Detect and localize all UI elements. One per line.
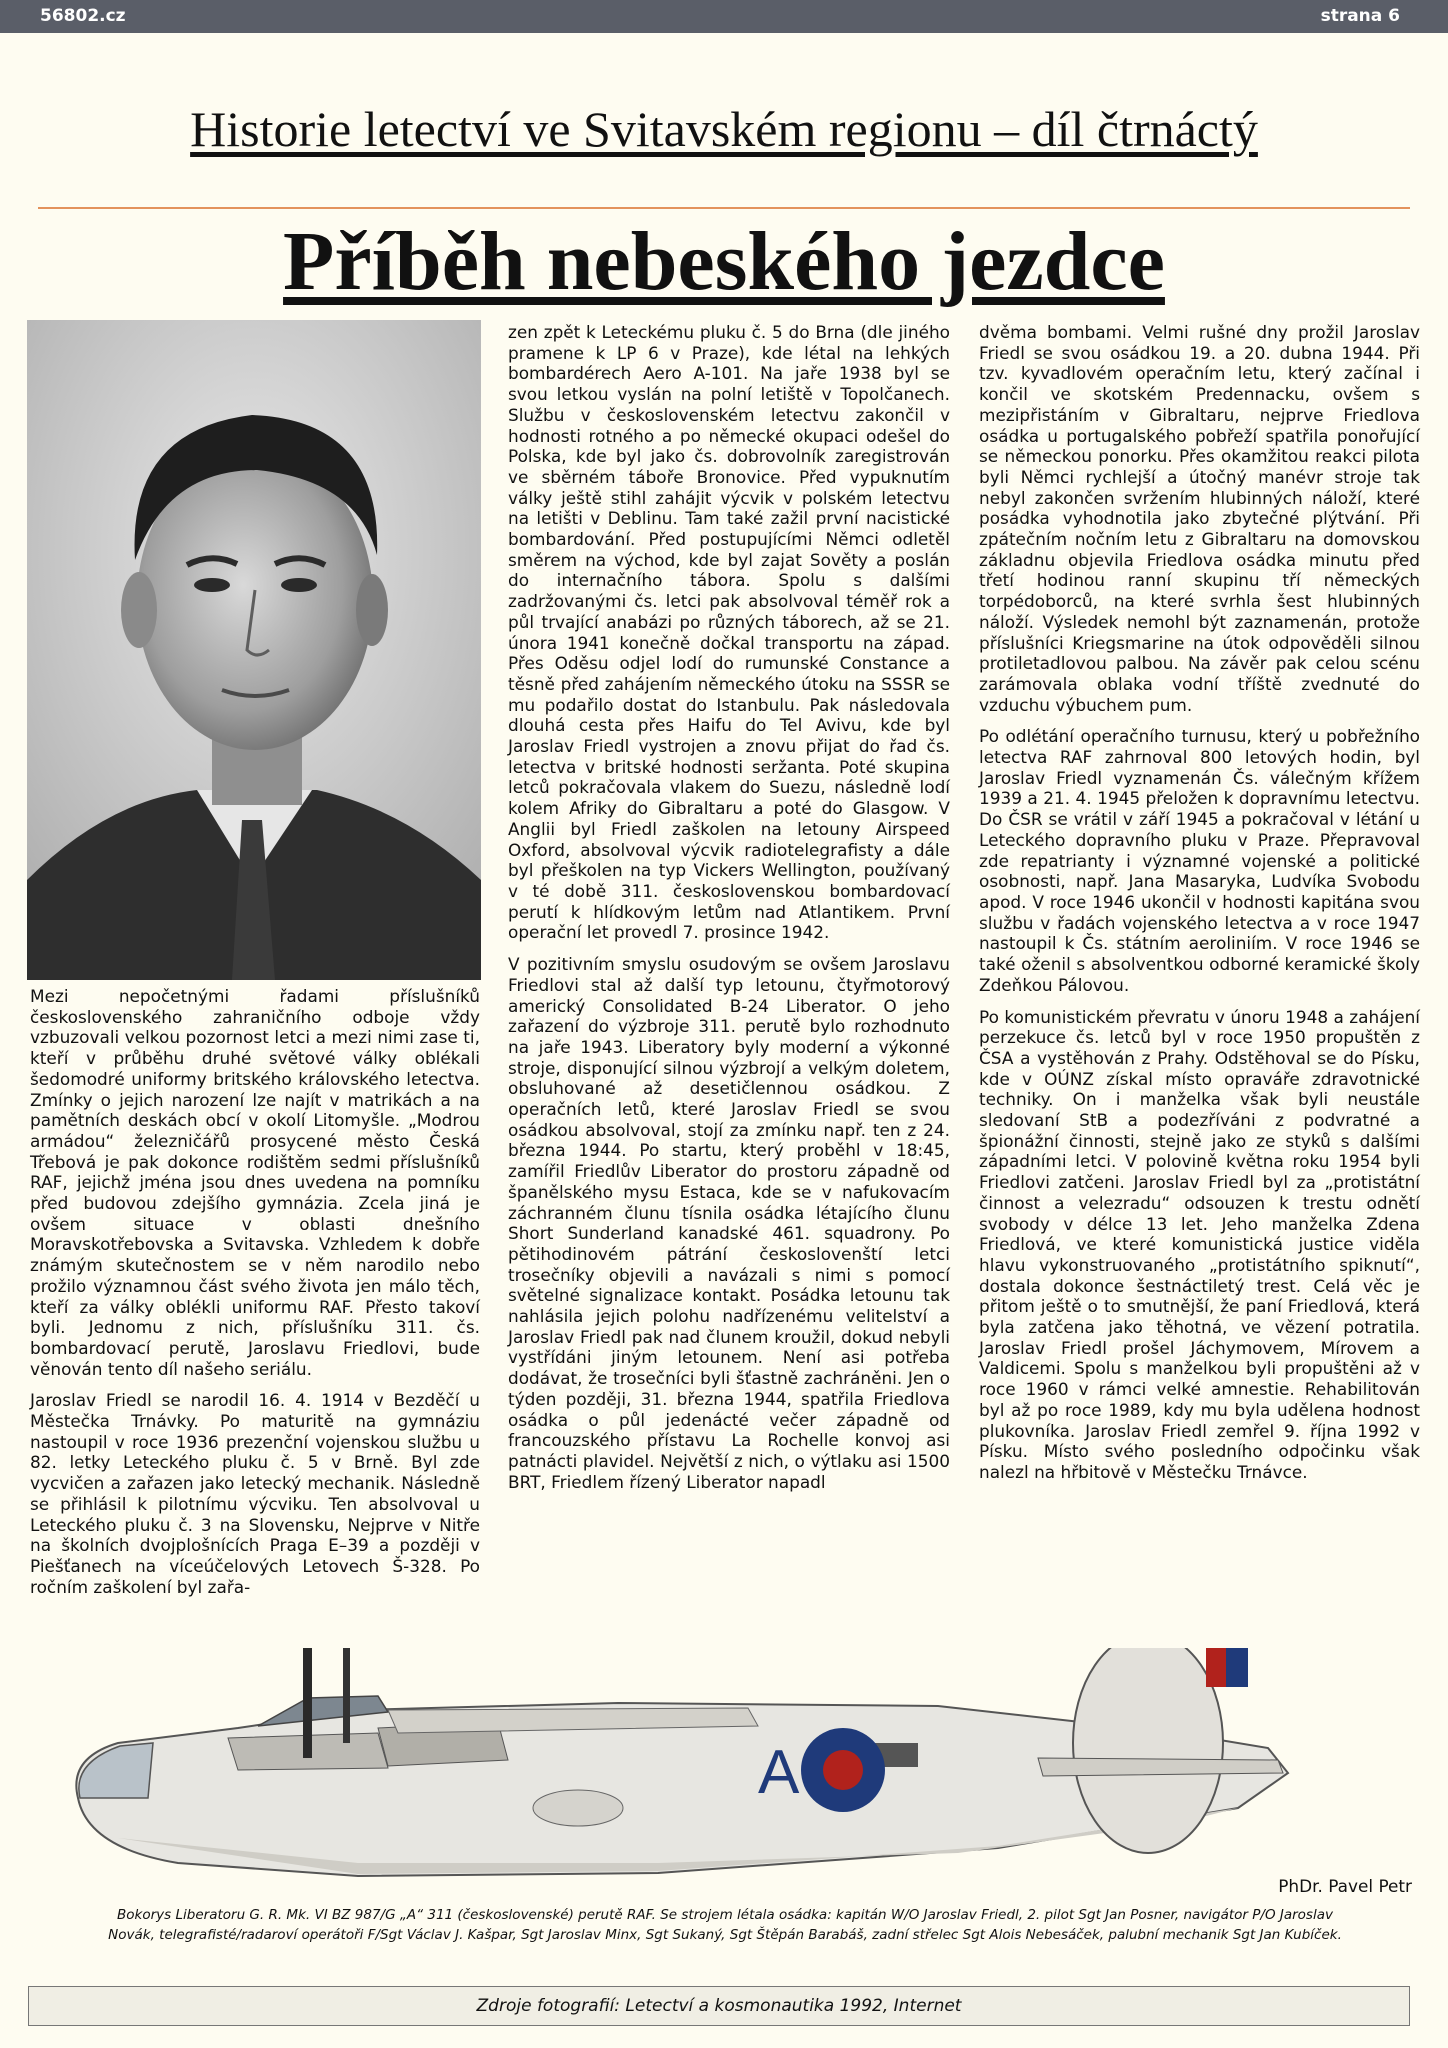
series-title: Historie letectví ve Svitavském regionu – díl čtrnáctý: [190, 101, 1258, 157]
portrait-photo: [27, 320, 481, 980]
photo-sources-box: Zdroje fotografií: Letectví a kosmonautika 1992, Internet: [28, 1986, 1410, 2026]
paragraph: Po komunistickém převratu v únoru 1948 a zahájení perzekuce čs. letců byl v roce 1950 propuštěn z ČSA a vystěhován z Prahy. Odstěhoval se do Písku, kde v OÚNZ získal místo opraváře zdravotnické techniky. On i manželka však byli neustále sledovaní StB a podezříváni z podvratné a špionážní činnosti, stejně jako ze styků s dalšími západními letci. V polovině května roku 1954 byli Friedlovi zatčeni. Jaroslav Friedl byl za „protistátní činnost a velezradu“ odsouzen k trestu odnětí svobody v délce 13 let. Jeho manželka Zdena Friedlová, ve které komunistická justice viděla hlavu vykonstruovaného „protistátního spiknutí“, dostala dokonce šestnáctiletý trest. Celá věc je přitom ještě o to smutnější, že paní Friedlová, která byla zatčena jako těhotná, ve vězení potratila. Jaroslav Friedl prošel Jáchymovem, Mírovem a Valdicemi. Spolu s manželkou byli propuštěni až v roce 1960 v rámci velké amnestie. Rehabilitován byl až po roce 1989, kdy mu byla udělena hodnost plukovníka. Jaroslav Friedl zemřel 9. října 1992 v Písku. Místo svého posledního odpočinku však nalezl na hřbitově v Městečku Trnávce.: [979, 1006, 1420, 1482]
paragraph: Jaroslav Friedl se narodil 16. 4. 1914 v Bezděčí u Městečka Trnávky. Po maturitě na gymnáziu nastoupil v roce 1936 prezenční vojenskou službu u 82. letky Leteckého pluku č. 5 v Brně. Byl zde vycvičen a zařazen jako letecký mechanik. Následně se přihlásil k pilotnímu výcviku. Ten absolvoval u Leteckého pluku č. 3 na Slovensku, Nejprve v Nitře na školních dvojplošnících Praga E–39 a později v Piešťanech na víceúčelových Letovech Š-328. Po ročním zaškolení byl zařa-: [30, 1390, 480, 1597]
liberator-profile-illustration: [58, 1648, 1398, 1898]
paragraph: V pozitivním smyslu osudovým se ovšem Jaroslavu Friedlovi stal až další typ letounu, čtyřmotorový americký Consolidated B-24 Liberator. O jeho zařazení do výzbroje 311. perutě bylo rozhodnuto na jaře 1943. Liberatory byly moderní a výkonné stroje, disponující silnou výzbrojí a velkým doletem, obsluhované až desetičlennou osádkou. Z operačních letů, které Jaroslav Friedl se svou osádkou absolvoval, stojí za zmínku např. ten z 24. března 1944. Po startu, který proběhl v 18:45, zamířil Friedlův Liberator do prostoru západně od španělského mysu Estaca, kde se v nafukovacím záchranném člunu tísnila osádka létajícího člunu Short Sunderland kanadské 461. squadrony. Po pětihodinovém pátrání českoslovenští letci trosečníky objevili a navázali s nimi s pomocí světelné signalizace kontakt. Posádka letounu tak nahlásila jejich polohu nadřízenému velitelství a Jaroslav Friedl pak nad člunem kroužil, dokud nebyli vystřídáni jiným letounem. Není asi potřeba dodávat, že trosečníci byli šťastně zachráněni. Jen o týden později, 31. března 1944, spatřila Friedlova osádka o půl jedenácté večer západně od francouzského přístavu La Rochelle konvoj asi patnácti plavidel. Největší z nich, o výtlaku asi 1500 BRT, Friedlem řízený Liberator napadl: [508, 954, 950, 1492]
aircraft-code-letter: A: [758, 1738, 800, 1807]
article-column-3: [979, 322, 1420, 1494]
caption-line: Novák, telegrafisté/radaroví operátoři F/Sgt Václav J. Kašpar, Sgt Jaroslav Minx, Sgt Sukaný, Sgt Štěpán Barabáš, zadní střelec Sgt Alois Nebesáček, palubní mechanik Sgt Jan Kubíček.: [108, 1927, 1342, 1943]
illustration-caption: [40, 1905, 1410, 1945]
paragraph: dvěma bombami. Velmi rušné dny prožil Jaroslav Friedl se svou osádkou 19. a 20. dubna 1944. Při tzv. kyvadlovém operačním letu, který začínal i končil ve skotském Predennacku, ovšem s mezipřistáním v Gibraltaru, nejprve Friedlova osádka u portugalského pobřeží spatřila ponořující se německou ponorku. Přes okamžitou reakci pilota byli Němci rychlejší a útočný manévr stroje tak nebyl zakončen svržením hlubinných náloží, které posádka vyhodnotila jako zbytečné plýtvání. Při zpátečním nočním letu z Gibraltaru na domovskou základnu objevila Friedlova osádka minutu před třetí hodinou ranní skupinu tří německých torpédoborců, na které svrhla šest hlubinných náloží. Výsledek nemohl být zaznamenán, protože příslušníci Kriegsmarine na útok odpověděli silnou protiletadlovou palbou. Na závěr pak celou scénu zarámovala oblaka vodní tříště zvednuté do vzduchu výbuchem pum.: [979, 322, 1420, 715]
header-bar: [0, 0, 1448, 33]
site-name: 56802.cz: [40, 6, 126, 26]
article-headline: Příběh nebeského jezdce: [283, 215, 1165, 308]
paragraph: Mezi nepočetnými řadami příslušníků československého zahraničního odboje vždy vzbuzovali velkou pozornost letci a mezi nimi zase ti, kteří v průběhu druhé světové války oblékali šedomodré uniformy britského královského letectva. Zmínky o jejich narození lze najít v matrikách a na pamětních deskách obcí v okolí Litomyšle. „Modrou armádou“ železničářů prosycené město Česká Třebová je pak dokonce rodištěm sedmi příslušníků RAF, jejichž jména jsou dnes uvedena na pomníku před budovou zdejšího gymnázia. Zcela jiná je ovšem situace v oblasti dnešního Moravskotřebovska a Svitavska. Vzhledem k dobře známým skutečnostem se v něm narodilo nebo prožilo významnou část svého života jen málo těch, kteří za války oblékli uniformu RAF. Přesto takoví byli. Jednomu z nich, příslušníku 311. čs. bombardovací perutě, Jaroslavu Friedlovi, bude věnován tento díl našeho seriálu.: [30, 986, 480, 1379]
paragraph: zen zpět k Leteckému pluku č. 5 do Brna (dle jiného pramene k LP 6 v Praze), kde létal na lehkých bombardérech Aero A-101. Na jaře 1938 byl se svou letkou vyslán na polní letiště v Topolčanech. Službu v československém letectvu zakončil v hodnosti rotného a po německé okupaci odešel do Polska, kde byl jako čs. dobrovolník zaregistrován ve sběrném táboře Bronovice. Před vypuknutím války ještě stihl zahájit výcvik v polském letectvu na letišti v Deblinu. Tam také zažil první nacistické bombardování. Před postupujícími Němci odletěl směrem na východ, kde byl zajat Sověty a poslán do internačního tábora. Spolu s dalšími zadržovanými čs. letci pak absolvoval téměř rok a půl trvající anabázi po různých táborech, až se 21. února 1941 konečně dočkal transportu na západ. Přes Oděsu odjel lodí do rumunské Constance a těsně před zahájením německého útoku na SSSR se mu podařilo dostat do Istanbulu. Pak následovala dlouhá cesta přes Haifu do Tel Avivu, kde byl Jaroslav Friedl vystrojen a znovu přijat do řad čs. letectva v britské hodnosti seržanta. Poté skupina letců pokračovala vlakem do Suezu, následně lodí kolem Afriky do Gibraltaru a poté do Glasgow. V Anglii byl Friedl zaškolen na letouny Airspeed Oxford, absolvoval výcvik radiotelegrafisty a dále byl přeškolen na typ Vickers Wellington, používaný v té době 311. československou bombardovací perutí k hlídkovým letům nad Atlantikem. První operační let provedl 7. prosince 1942.: [508, 322, 950, 943]
article-column-2: [508, 322, 950, 1503]
author-name: PhDr. Pavel Petr: [1278, 1876, 1412, 1896]
page-number: strana 6: [1320, 6, 1400, 26]
caption-line: Bokorys Liberatoru G. R. Mk. VI BZ 987/G „A“ 311 (československé) perutě RAF. Se strojem létala osádka: kapitán W/O Jaroslav Friedl, 2. pilot Sgt Jan Posner, navigátor P/O Jaroslav: [117, 1907, 1333, 1923]
article-column-1: [30, 986, 480, 1608]
paragraph: Po odlétání operačního turnusu, který u pobřežního letectva RAF zahrnoval 800 letových hodin, byl Jaroslav Friedl vyznamenán Čs. válečným křížem 1939 a 21. 4. 1945 přeložen k dopravnímu letectvu. Do ČSR se vrátil v září 1945 a pokračoval v létání u Leteckého dopravního pluku v Praze. Přepravoval zde repatrianty i významné vojenské a politické osobnosti, např. Jana Masaryka, Ludvíka Svobodu apod. V roce 1946 ukončil v hodnosti kapitána svou službu v řadách vojenského letectva a v roce 1947 nastoupil k Čs. státním aeroliniím. V roce 1946 se také oženil s absolventkou odborné keramické školy Zdeňkou Pálovou.: [979, 726, 1420, 995]
divider-rule: [38, 207, 1410, 209]
